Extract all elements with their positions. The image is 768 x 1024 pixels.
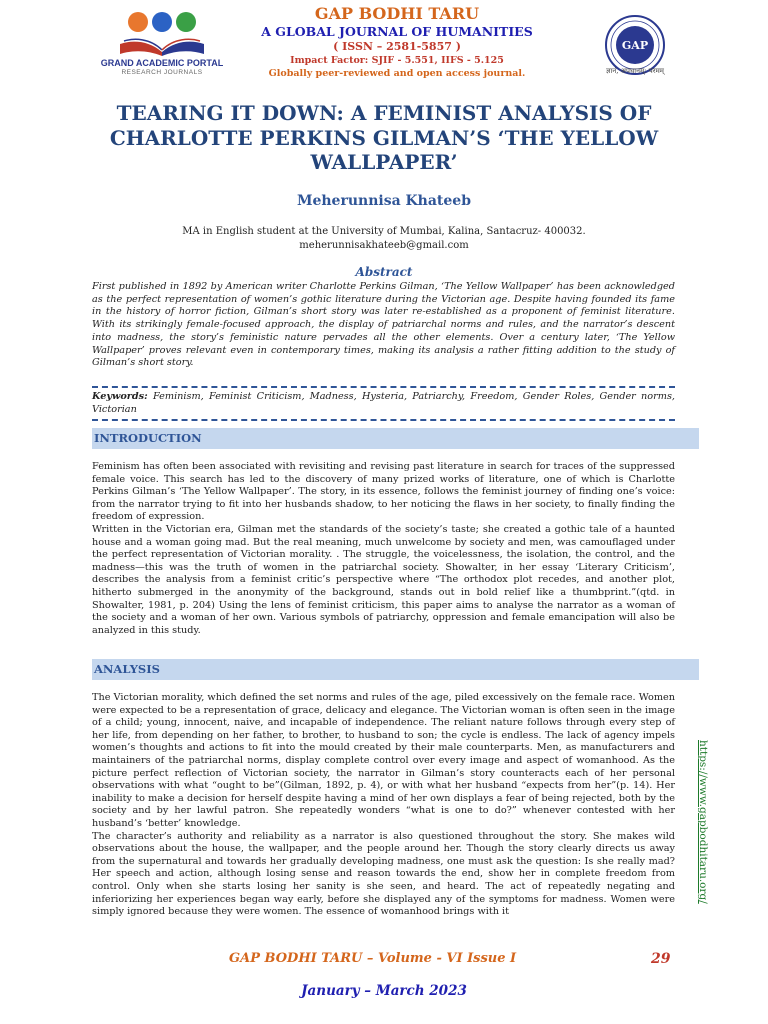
journal-name: GAP BODHI TARU bbox=[314, 4, 480, 23]
divider bbox=[92, 386, 675, 388]
introduction-body bbox=[92, 461, 675, 637]
keywords-label: Keywords: bbox=[92, 391, 148, 402]
keywords bbox=[92, 391, 675, 416]
author-email: meherunnisakhateeb@gmail.com bbox=[299, 240, 469, 251]
journal-subtitle: A GLOBAL JOURNAL OF HUMANITIES bbox=[261, 24, 533, 39]
logo-balls bbox=[122, 12, 202, 34]
abstract-text: First published in 1892 by American writer Charlotte Perkins Gilman, ‘The Yellow Wallpaper’ has been acknowledged as the perfect representation of women’s gothic literature during the Victorian age. Despite having founded its fame in the history of horror fiction, Gilman’s short story was later re-established as a proponent of feminist literature. With its strikingly female-focused approach, the display of patriarchal norms and rules, and the narrator’s descent into madness, the story’s feministic nature pervades all the other elements. Over a century later, ‘The Yellow Wallpaper’ proves relevant even in contemporary times, making its analysis a rather fitting addition to the study of Gilman’s short story. bbox=[92, 281, 675, 369]
journal-url-link[interactable]: https://www.gapbodhitaru.org/ bbox=[697, 740, 709, 904]
portal-name: GRAND ACADEMIC PORTAL bbox=[100, 58, 224, 68]
peer-review-note: Globally peer-reviewed and open access journal. bbox=[268, 68, 526, 79]
keywords-text: Feminism, Feminist Criticism, Madness, Hysteria, Patriarchy, Freedom, Gender Roles, Gender norms, Victorian bbox=[92, 391, 675, 415]
footer-date: January – March 2023 bbox=[301, 983, 467, 999]
svg-text:GAP: GAP bbox=[621, 39, 649, 52]
abstract-heading: Abstract bbox=[355, 265, 413, 279]
footer-journal-volume: GAP BODHI TARU – Volume - VI Issue I bbox=[229, 951, 517, 966]
section-heading-analysis bbox=[92, 659, 699, 680]
paragraph: The character’s authority and reliability as a narrator is also questioned throughout the story. She makes wild observations about the house, the wallpaper, and the people around her. Though the story clearly directs us away from the supernatural and towards her gradually developing madness, one must ask the question: Is she really mad? Her speech and action, although losing sense and reason towards the end, show her in complete freedom from control. Only when she starts losing her sanity is she seen, and heard. The act of repeatedly negating and inferiorizing her experiences began way early, before she displayed any of the symptoms for madness. Women were simply ignored because they were women. The essence of womanhood brings with it bbox=[92, 830, 675, 918]
journal-header bbox=[220, 4, 574, 80]
paragraph: Written in the Victorian era, Gilman met the standards of the society’s taste; she created a gothic tale of a haunted house and a woman going mad. But the real meaning, much unwelcome by society and men, was camouflaged under the perfect representation of Victorian morality. . The struggle, the voicelessness, the isolation, the control, and the madness—this was the truth of women in the patriarchal society. Showalter, in her essay ‘Literary Criticism’, describes the analysis from a feminist critic’s perspective where “The orthodox plot recedes, and another plot, hitherto submerged in the anonymity of the background, stands out in bold relief like a thumbprint.”(qtd. in Showalter, 1981, p. 204) Using the lens of feminist criticism, this paper aims to analyse the narrator as a woman of the society and a woman of her own. Various symbols of patriarchy, oppression and female emancipation will also be analyzed in this study. bbox=[92, 523, 675, 636]
analysis-body bbox=[92, 692, 675, 919]
impact-factor: Impact Factor: SJIF - 5.551, IIFS - 5.125 bbox=[290, 55, 504, 66]
orange-ball bbox=[128, 12, 148, 32]
title-line: WALLPAPER’ bbox=[310, 150, 458, 174]
page-number: 29 bbox=[651, 951, 671, 967]
open-book-icon bbox=[118, 32, 206, 56]
divider bbox=[92, 419, 675, 421]
author-affiliation bbox=[90, 225, 678, 253]
paragraph: The Victorian morality, which defined the set norms and rules of the age, piled excessively on the female race. Women were expected to be a representation of grace, delicacy and elegance. The Victorian woman is often seen in the image of a child; young, innocent, naive, and incapable of independence. The reliant nature follows through every step of her life, from depending on her father, to brother, to husband to son; the cycle is endless. The lack of agency impels women’s thoughts and actions to fit into the mould created by their male counterparts. Men, as manufacturers and maintainers of the patriarchal norms, display complete control over every image and aspect of womanhood. As the picture perfect reflection of Victorian society, the narrator in Gilman’s story counteracts each of her personal observations with what “ought to be”(Gilman, 1892, p. 4), or with what her husband “expects from her”(p. 14). Her inability to make a decision for herself despite having a mind of her own displays a fear of being rejected, both by the society and by her lawful patron. She repeatedly wonders “what is one to do?” whenever contested with her husband’s ‘better’ knowledge. bbox=[92, 692, 675, 829]
affiliation-line: MA in English student at the University of Mumbai, Kalina, Santacruz- 400032. bbox=[182, 226, 586, 237]
title-line: CHARLOTTE PERKINS GILMAN’S ‘THE YELLOW bbox=[109, 125, 659, 150]
portal-subtitle: RESEARCH JOURNALS bbox=[121, 69, 203, 76]
journal-url-vertical[interactable] bbox=[697, 740, 724, 928]
article-title bbox=[90, 101, 678, 175]
title-line: TEARING IT DOWN: A FEMINIST ANALYSIS OF bbox=[116, 101, 652, 125]
section-heading-introduction bbox=[92, 428, 699, 449]
issn: ( ISSN – 2581-5857 ) bbox=[333, 40, 461, 53]
paragraph: Feminism has often been associated with revisiting and revising past literature in search for traces of the suppressed female voice. This search has led to the discovery of many prized works of literature, one of which is Charlotte Perkins Gilman’s ‘The Yellow Wallpaper’. The story, in its essence, follows the feminist journey of finding one’s voice: from the narrator trying to fit into her husbands shadow, to her noticing the flaws in her society, to finally finding the freedom of expression. bbox=[92, 461, 675, 523]
seal-motto: ज्ञानं, अपधानम्: परमम् bbox=[606, 67, 664, 75]
green-ball bbox=[176, 12, 196, 32]
blue-ball bbox=[152, 12, 172, 32]
author-name: Meherunnisa Khateeb bbox=[296, 193, 472, 209]
section-heading-text: INTRODUCTION bbox=[94, 431, 202, 445]
section-heading-text: ANALYSIS bbox=[94, 662, 160, 676]
portal-logo bbox=[92, 10, 232, 80]
